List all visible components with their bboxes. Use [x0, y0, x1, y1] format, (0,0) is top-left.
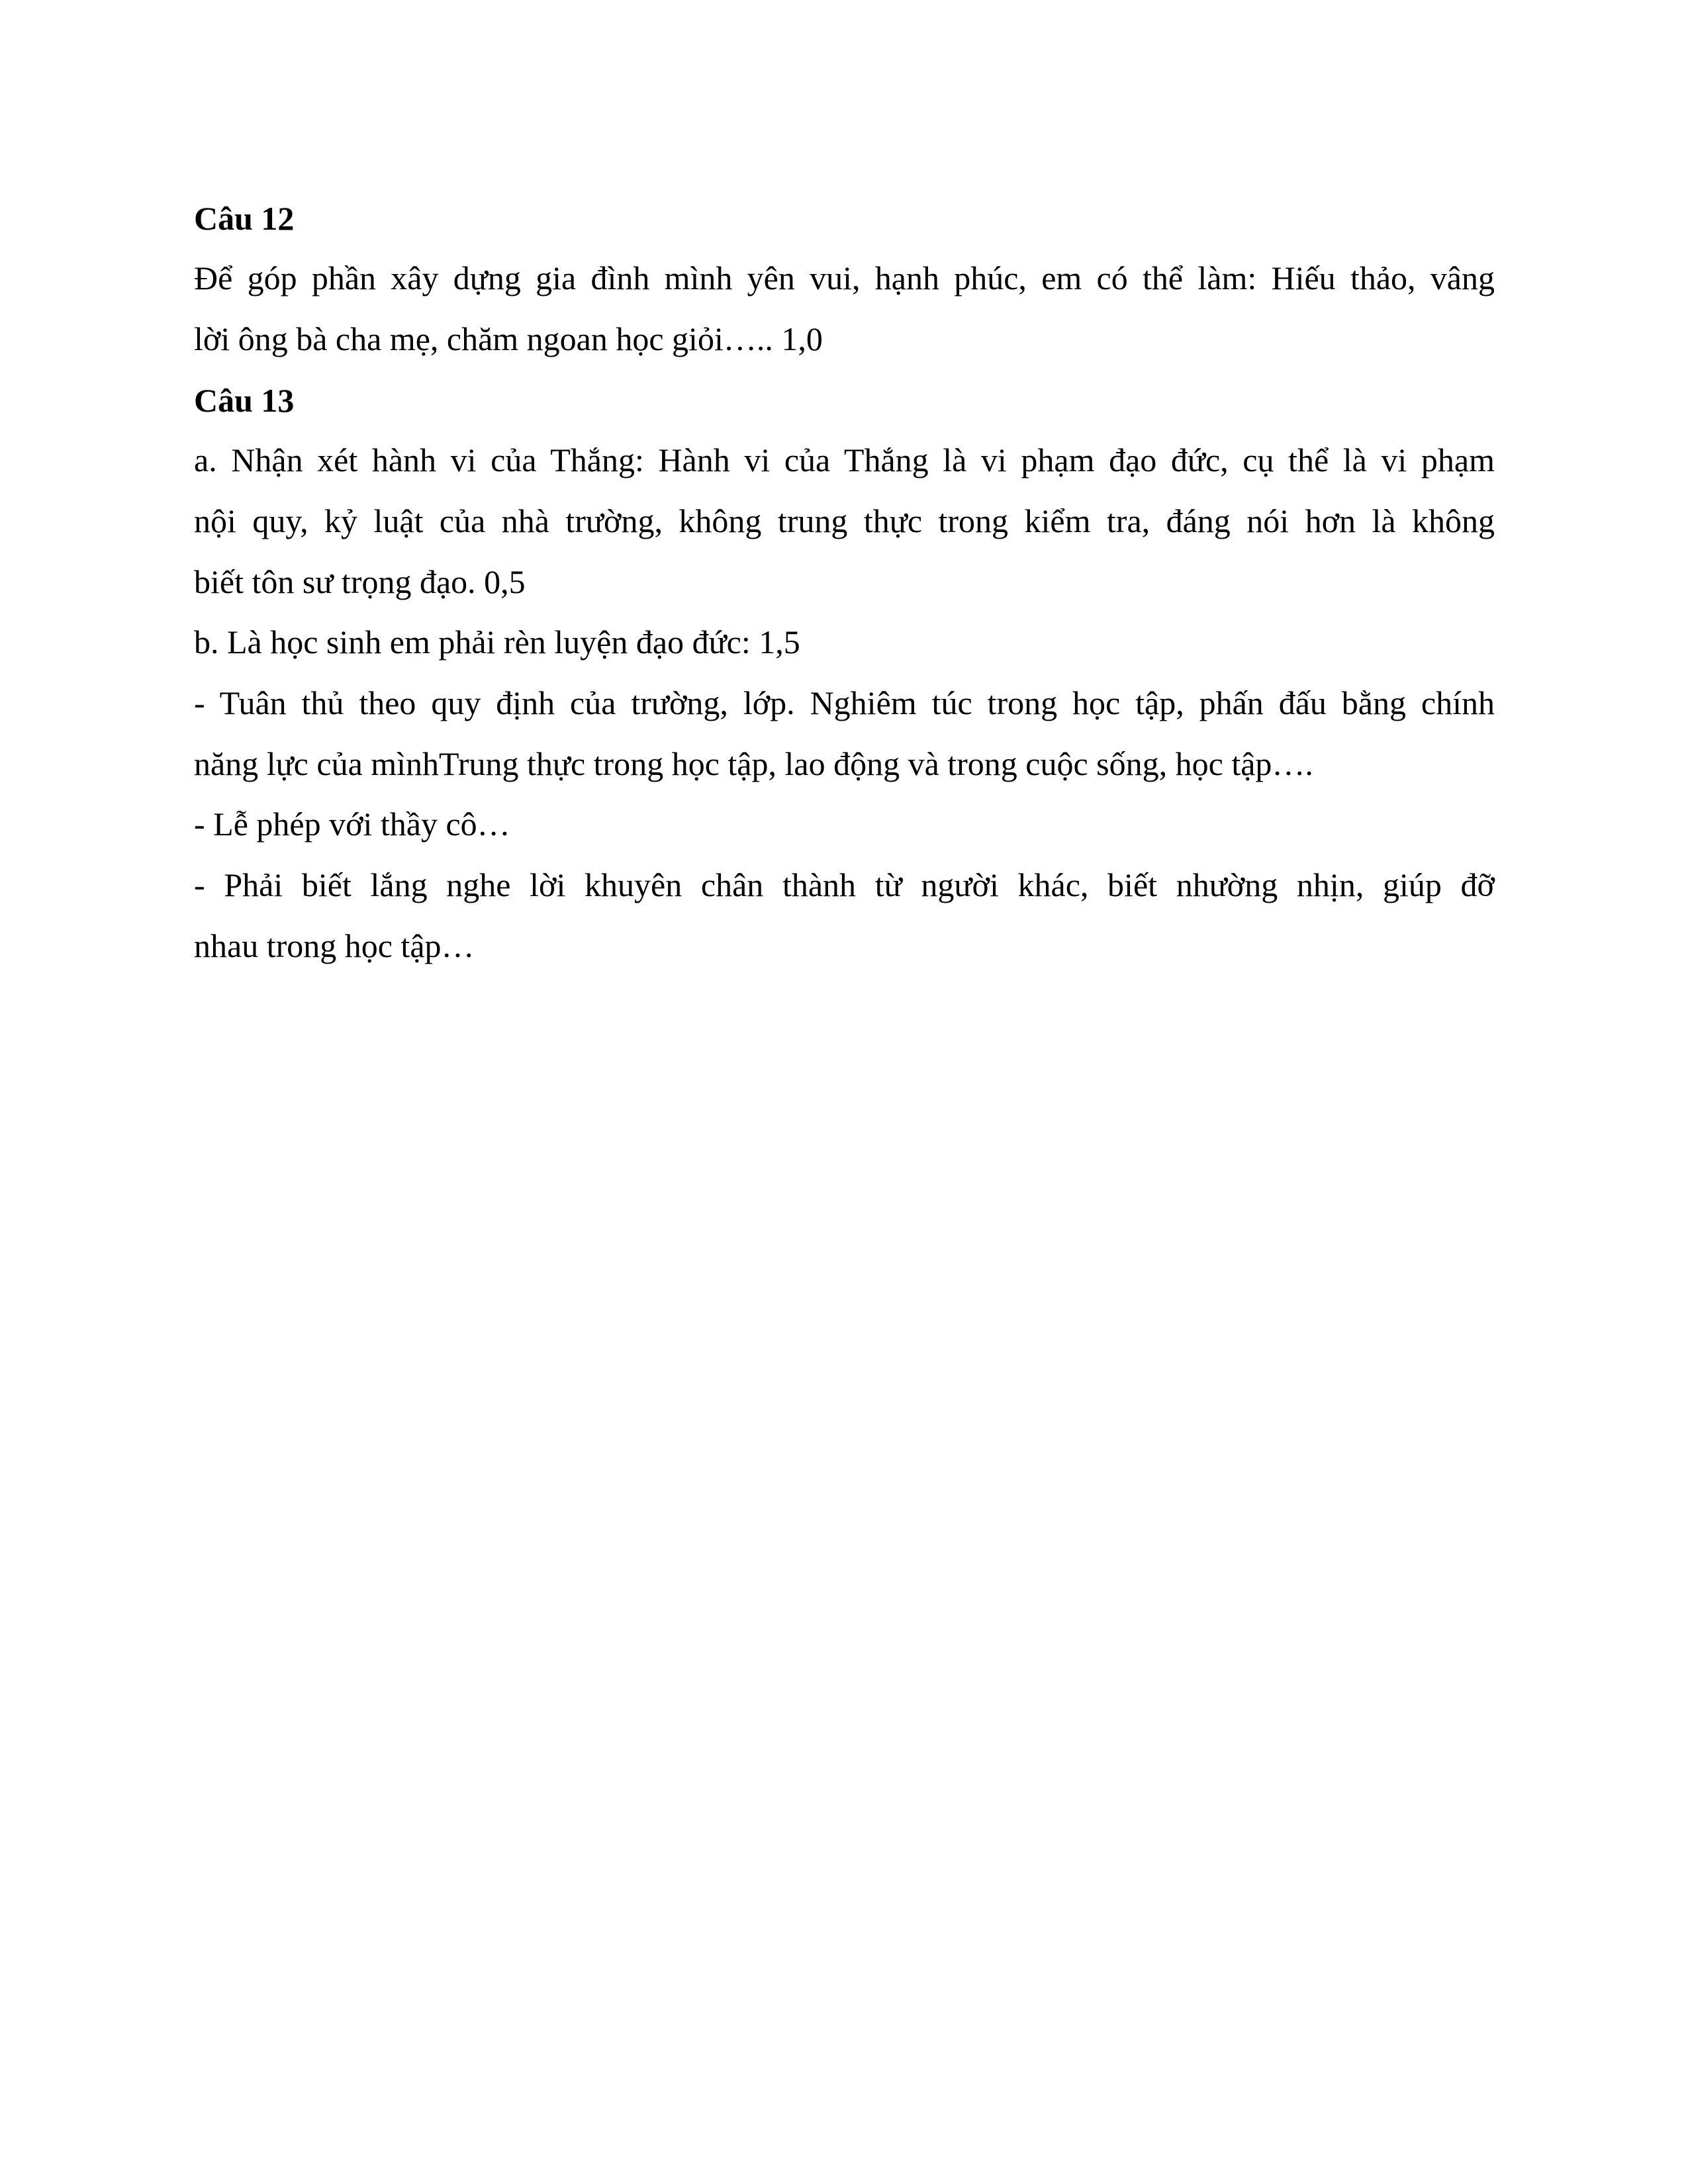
question-13-part-a-line-2: nội quy, kỷ luật của nhà trường, không trung thực trong kiểm tra, đáng nói hơn là không — [194, 502, 1495, 539]
question-13-part-b-intro: b. Là học sinh em phải rèn luyện đạo đức: 1,5 — [194, 623, 800, 660]
question-13-heading: Câu 13 — [194, 382, 295, 419]
question-13-part-a-line-3: biết tôn sư trọng đạo. 0,5 — [194, 563, 526, 600]
question-13-bullet-3-line-2: nhau trong học tập… — [194, 927, 475, 964]
question-12-heading: Câu 12 — [194, 200, 295, 237]
question-13-bullet-1-line-2: năng lực của mìnhTrung thực trong học tập, lao động và trong cuộc sống, học tập…. — [194, 745, 1313, 782]
question-13-bullet-2: - Lễ phép với thầy cô… — [194, 805, 510, 842]
question-12-answer-line-1: Để góp phần xây dựng gia đình mình yên vui, hạnh phúc, em có thể làm: Hiếu thảo, vâng — [194, 259, 1495, 296]
question-12-answer-line-2: lời ông bà cha mẹ, chăm ngoan học giỏi….. 1,0 — [194, 320, 823, 357]
question-13-part-a-line-1: a. Nhận xét hành vi của Thắng: Hành vi của Thắng là vi phạm đạo đức, cụ thể là vi phạm — [194, 441, 1495, 478]
question-13-bullet-1-line-1: - Tuân thủ theo quy định của trường, lớp. Nghiêm túc trong học tập, phấn đấu bằng chính — [194, 684, 1495, 721]
question-13-bullet-3-line-1: - Phải biết lắng nghe lời khuyên chân thành từ người khác, biết nhường nhịn, giúp đỡ — [194, 866, 1495, 903]
